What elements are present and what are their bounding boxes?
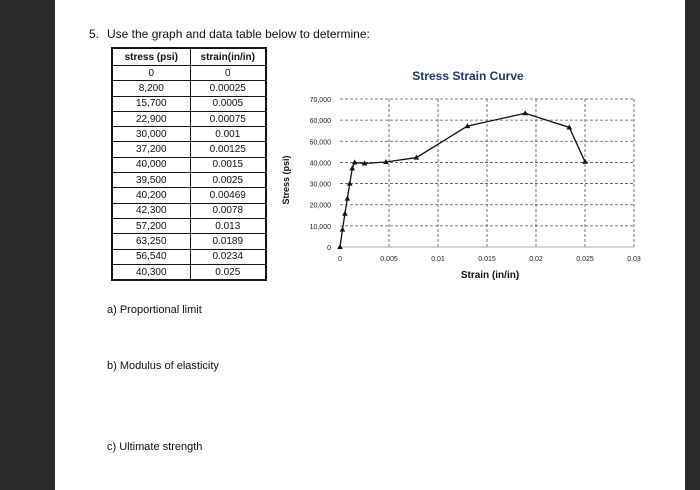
- strain-cell: 0.0078: [190, 203, 266, 218]
- stress-cell: 42,300: [112, 203, 190, 218]
- stress-cell: 56,540: [112, 249, 190, 264]
- x-tick-label: 0.01: [431, 256, 445, 263]
- strain-cell: 0.0234: [190, 249, 266, 264]
- stress-strain-chart: [55, 0, 685, 490]
- stress-cell: 8,200: [112, 81, 190, 96]
- strain-cell: 0.00025: [190, 81, 266, 96]
- x-tick-label: 0: [338, 256, 342, 263]
- subquestion-b-label: b): [107, 360, 117, 372]
- strain-cell: 0.00075: [190, 111, 266, 126]
- worksheet-page: [55, 0, 685, 490]
- stress-cell: 22,900: [112, 111, 190, 126]
- strain-cell: 0.013: [190, 218, 266, 233]
- strain-cell: 0.0189: [190, 234, 266, 249]
- subquestion-c-text: Ultimate strength: [119, 441, 203, 453]
- chart-title: Stress Strain Curve: [412, 69, 524, 83]
- y-tick-label: 20,000: [309, 202, 331, 210]
- stress-cell: 30,000: [112, 127, 190, 142]
- y-tick-label: 60,000: [309, 118, 331, 126]
- strain-cell: 0.0025: [190, 173, 266, 188]
- question-number: 5.: [89, 27, 100, 41]
- stress-cell: 39,500: [112, 173, 190, 188]
- data-point: [352, 159, 358, 164]
- x-tick-label: 0.015: [478, 256, 496, 263]
- series-line: [340, 113, 585, 247]
- stress-cell: 37,200: [112, 142, 190, 157]
- y-tick-label: 0: [327, 245, 331, 252]
- header-strain: strain(in/in): [190, 48, 266, 66]
- strain-cell: 0.001: [190, 127, 266, 142]
- strain-cell: 0.00125: [190, 142, 266, 157]
- stress-cell: 15,700: [112, 96, 190, 111]
- stress-cell: 40,200: [112, 188, 190, 203]
- stress-cell: 63,250: [112, 234, 190, 249]
- data-point: [522, 110, 528, 115]
- strain-cell: 0.025: [190, 264, 266, 280]
- x-axis-label: Strain (in/in): [460, 270, 520, 281]
- data-point: [342, 211, 348, 216]
- x-tick-label: 0.02: [529, 256, 543, 263]
- strain-cell: 0.0015: [190, 157, 266, 172]
- data-point: [349, 165, 355, 170]
- subquestion-a-text: Proportional limit: [119, 304, 202, 316]
- subquestion-c-label: c): [107, 441, 117, 453]
- y-tick-label: 50,000: [309, 139, 331, 147]
- y-tick-label: 40,000: [309, 160, 331, 168]
- data-point: [347, 181, 353, 186]
- subquestion-b-text: Modulus of elasticity: [119, 360, 219, 372]
- stress-cell: 0: [112, 66, 190, 81]
- strain-cell: 0.0005: [190, 96, 266, 111]
- question-text: Use the graph and data table below to determine:: [107, 27, 370, 41]
- strain-cell: 0: [190, 66, 266, 81]
- x-tick-label: 0.025: [576, 256, 594, 263]
- stress-cell: 40,000: [112, 157, 190, 172]
- data-point: [337, 244, 343, 249]
- header-stress: stress (psi): [112, 48, 190, 66]
- subquestion-a-label: a): [107, 304, 117, 316]
- data-point: [345, 196, 351, 201]
- stress-cell: 57,200: [112, 218, 190, 233]
- y-tick-label: 10,000: [309, 223, 331, 231]
- stress-cell: 40,300: [112, 264, 190, 280]
- strain-cell: 0.00469: [190, 188, 266, 203]
- y-axis-label: Stress (psi): [281, 155, 291, 205]
- data-point: [582, 159, 588, 164]
- x-tick-label: 0.005: [380, 256, 398, 263]
- x-tick-label: 0.03: [627, 256, 641, 263]
- y-tick-label: 70,000: [309, 97, 331, 104]
- y-tick-label: 30,000: [309, 181, 331, 189]
- data-point: [340, 227, 346, 232]
